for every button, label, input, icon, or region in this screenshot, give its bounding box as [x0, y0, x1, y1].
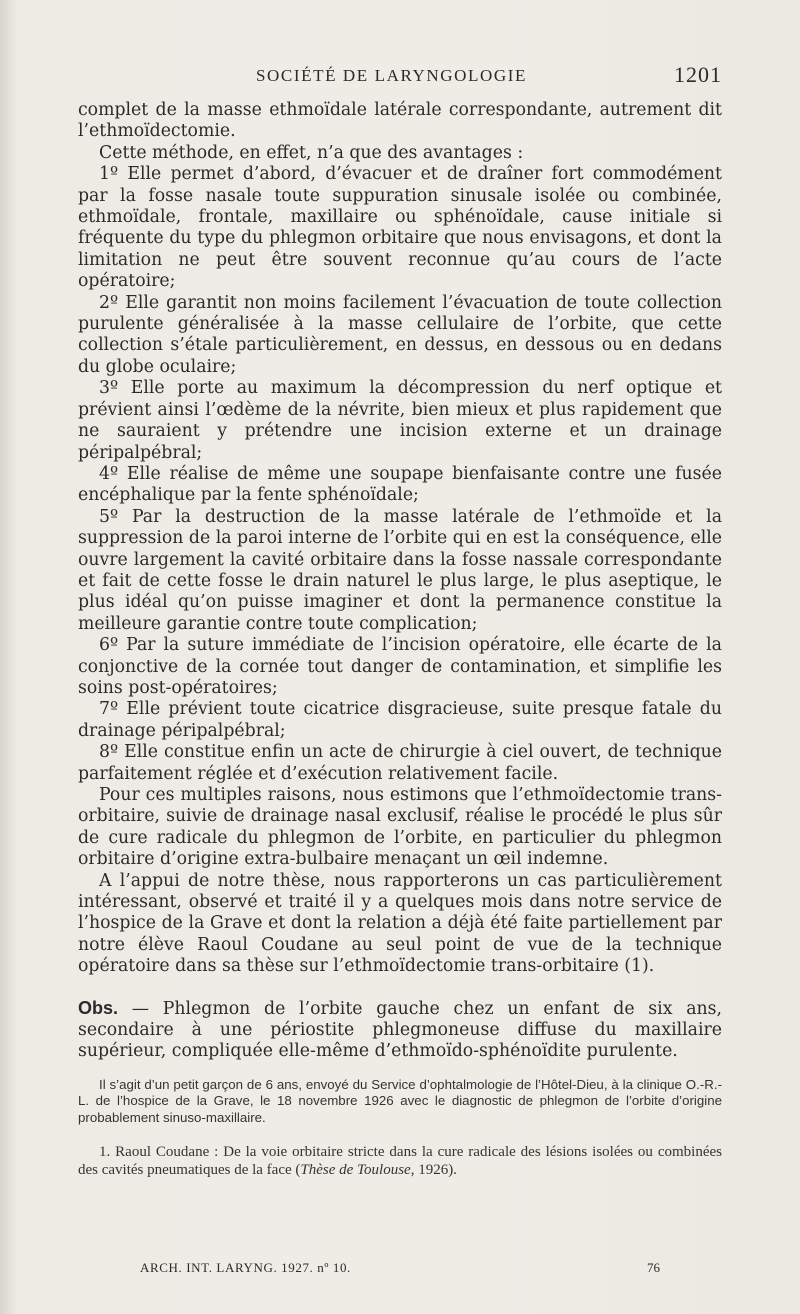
observation-paragraph: [78, 998, 722, 1063]
body-text: [78, 100, 722, 1179]
paragraph-point-7: 7º Elle prévient toute cicatrice disgracieuse, suite presque fatale du drainage péripalpébral;: [78, 699, 722, 741]
footer-journal: ARCH. INT. LARYNG. 1927. nº 10.: [140, 1260, 351, 1275]
observation-label: Obs.: [78, 997, 119, 1018]
footnote-end: , 1926).: [410, 1161, 457, 1178]
paragraph-point-5: 5º Par la destruction de la masse latérale de l’ethmoïde et la suppression de la paroi interne de l’orbite qui en est la conséquence, elle ouvre largement la cavité orbitaire dans la fosse nassale correspondante et fait de cette fosse le drain naturel le plus large, le plus aseptique, le plus idéal qu’on puisse imaginer et dont la permanence constitue la meilleure garantie contre toute complication;: [78, 506, 722, 634]
footnote-block: [78, 1144, 722, 1179]
case-note-block: [78, 1077, 722, 1126]
paragraph-point-6: 6º Par la suture immédiate de l’incision opératoire, elle écarte de la conjonctive de la cornée tout danger de contamination, et simplifie les soins post-opératoires;: [78, 635, 722, 698]
footnote: [78, 1144, 722, 1179]
page-number: 1201: [674, 62, 722, 87]
case-note: Il s’agit d’un petit garçon de 6 ans, envoyé du Service d’ophtalmologie de l’Hôtel-Dieu, à la clinique O.-R.-L. de l’hospice de la Grave, le 18 novembre 1926 avec le diagnostic de phlegmon de l’orbite d’origine probablement sinuso-maxillaire.: [78, 1076, 722, 1125]
footnote-text: 1. Raoul Coudane : De la voie orbitaire stricte dans la cure radicale des lésions isolées ou combinées des cavités pneumatiques de la face (: [78, 1144, 722, 1178]
paragraph-continuation: complet de la masse ethmoïdale latérale correspondante, autrement dit l’ethmoïdectomie.: [78, 100, 722, 142]
footnote-title: Thèse de Toulouse: [300, 1161, 411, 1178]
observation-text: — Phlegmon de l’orbite gauche chez un enfant de six ans, secondaire à une périostite phlegmoneuse diffuse du maxillaire supérieur, compliquée elle-même d’ethmoïdo-sphénoïdite purulente.: [78, 998, 722, 1062]
paragraph-intro: Cette méthode, en effet, n’a que des avantages :: [99, 142, 524, 163]
footer-signature: 76: [647, 1260, 660, 1275]
running-title: SOCIÉTÉ DE LARYNGOLOGIE: [256, 66, 527, 85]
paragraph-point-8: 8º Elle constitue enfin un acte de chirurgie à ciel ouvert, de technique parfaitement réglée et d’exécution relativement facile.: [78, 742, 722, 784]
paragraph-point-3: 3º Elle porte au maximum la décompression du nerf optique et prévient ainsi l’œdème de la névrite, bien mieux et plus rapidement que ne sauraient y prétendre une incision externe et un drainage péripalpébral;: [78, 378, 722, 463]
paragraph-case-intro: A l’appui de notre thèse, nous rapporterons un cas particulièrement intéressant, observé et traité il y a quelques mois dans notre service de l’hospice de la Grave et dont la relation a déjà été faite partiellement par notre élève Raoul Coudane au seul point de vue de la technique opératoire dans sa thèse sur l’ethmoïdectomie trans-orbitaire (1).: [78, 870, 722, 977]
paragraph-point-4: 4º Elle réalise de même une soupape bienfaisante contre une fusée encéphalique par la fente sphénoïdale;: [78, 463, 722, 506]
page-footer: [140, 1260, 660, 1280]
observation-block: [78, 998, 722, 1063]
page-header: [78, 62, 722, 90]
paragraph-point-1: 1º Elle permet d’abord, d’évacuer et de draîner fort commodément par la fosse nasale toute suppuration sinusale isolée ou combinée, ethmoïdale, frontale, maxillaire ou sphénoïdale, cause initiale si fréquente du type du phlegmon orbitaire que nous envisagons, et dont la limitation ne peut être souvent reconnue qu’au cours de l’acte opératoire;: [78, 164, 722, 292]
paragraph-conclusion: Pour ces multiples raisons, nous estimons que l’ethmoïdectomie trans-orbitaire, suivie de drainage nasal exclusif, réalise le procédé le plus sûr de cure radicale du phlegmon de l’orbite, en particulier du phlegmon orbitaire d’origine extra-bulbaire menaçant un œil indemne.: [78, 785, 722, 870]
paragraph-point-2: 2º Elle garantit non moins facilement l’évacuation de toute collection purulente généralisée à la masse cellulaire de l’orbite, que cette collection s’étale particulièrement, en dessus, en dessous ou en dedans du globe oculaire;: [78, 292, 722, 377]
